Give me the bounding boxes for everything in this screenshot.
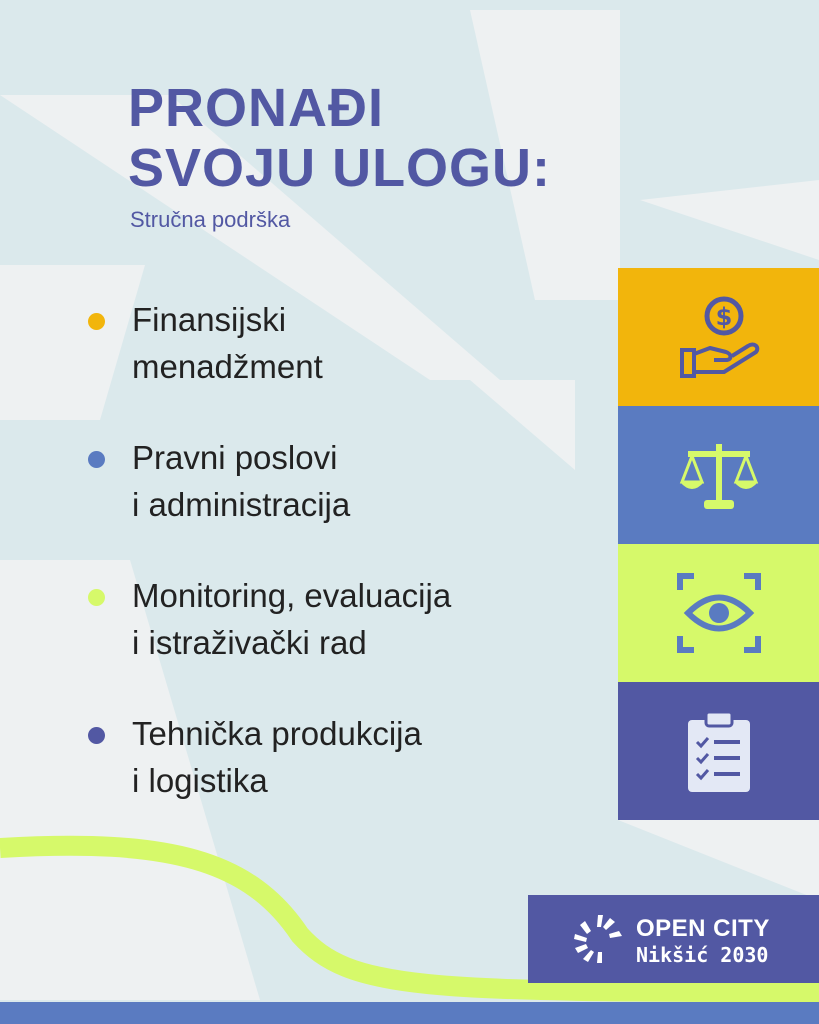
- role-label: [132, 710, 602, 804]
- role-line-1: Monitoring, evaluacija: [132, 577, 452, 614]
- role-line-1: Tehnička produkcija: [132, 715, 422, 752]
- role-line-2: i istraživački rad: [132, 624, 367, 661]
- panel-legal: [618, 406, 819, 544]
- bullet-dot: [88, 451, 105, 468]
- logo-subtitle: Nikšić 2030: [636, 943, 769, 967]
- bullet-dot: [88, 589, 105, 606]
- role-line-1: Finansijski: [132, 301, 287, 338]
- role-line-2: i administracija: [132, 486, 351, 523]
- role-line-2: i logistika: [132, 762, 268, 799]
- bullet-dot: [88, 727, 105, 744]
- subtitle: Stručna podrška: [130, 207, 291, 232]
- open-city-logo: [528, 895, 819, 983]
- role-line-2: menadžment: [132, 348, 323, 385]
- scales-icon: [674, 430, 764, 520]
- money-hand-icon: [674, 292, 764, 382]
- page-title: [128, 78, 551, 198]
- panel-production: [618, 682, 819, 820]
- panel-monitoring: [618, 544, 819, 682]
- role-label: [132, 572, 602, 666]
- open-city-mark-icon: [572, 913, 624, 965]
- title-line-1: PRONAĐI: [128, 78, 385, 138]
- title-line-2: SVOJU ULOGU:: [128, 138, 552, 198]
- panel-finance: [618, 268, 819, 406]
- svg-text:$: $: [715, 303, 732, 331]
- eye-scan-icon: [674, 568, 764, 658]
- role-label: [132, 434, 602, 528]
- bullet-dot: [88, 313, 105, 330]
- clipboard-checklist-icon: [674, 706, 764, 796]
- role-line-1: Pravni poslovi: [132, 439, 338, 476]
- bottom-bar: [0, 1002, 819, 1024]
- logo-title: OPEN CITY: [636, 915, 770, 942]
- role-label: [132, 296, 602, 390]
